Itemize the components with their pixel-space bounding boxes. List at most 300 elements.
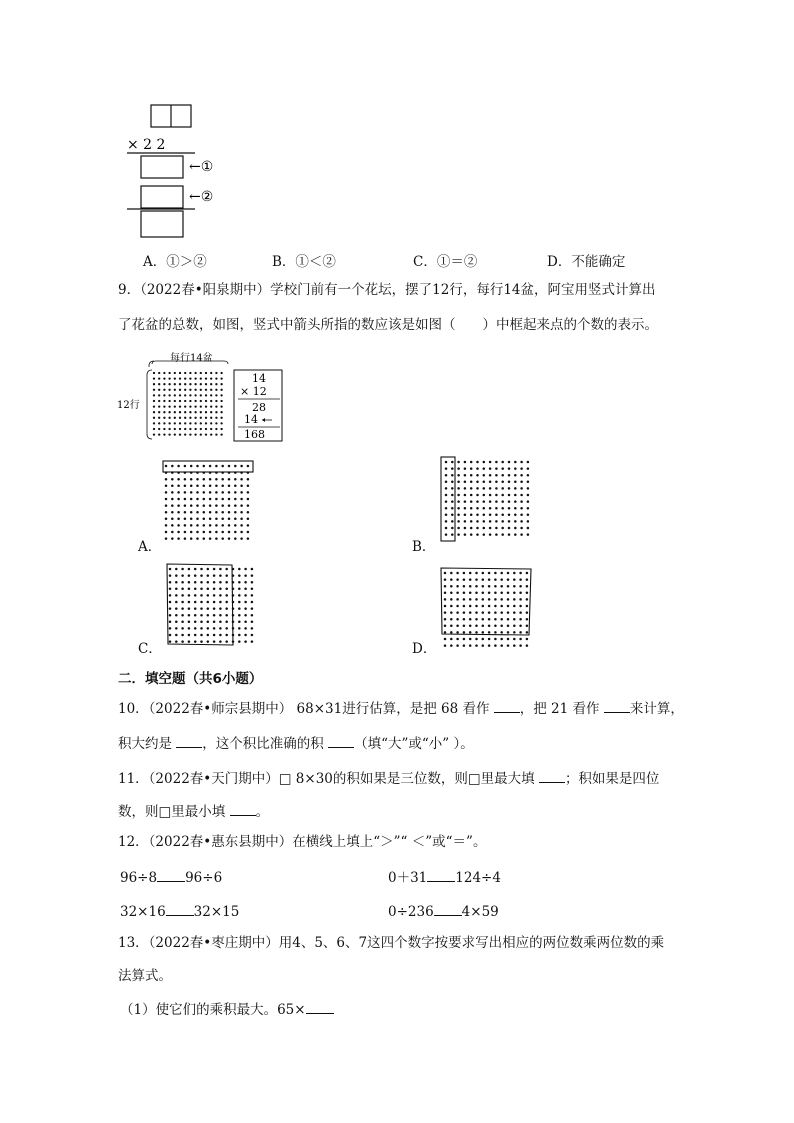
dot <box>450 572 453 575</box>
dot <box>445 461 448 464</box>
dot <box>194 417 196 419</box>
dot <box>470 527 473 530</box>
dot <box>234 465 237 468</box>
dot <box>225 607 228 610</box>
dot <box>215 400 217 402</box>
dot <box>526 578 529 581</box>
dot <box>476 514 479 517</box>
dot <box>210 411 212 413</box>
dot <box>464 461 467 464</box>
dot <box>456 578 459 581</box>
dot <box>153 400 155 402</box>
dot <box>513 572 516 575</box>
dot <box>514 520 517 523</box>
dot <box>221 537 224 540</box>
dot <box>489 481 492 484</box>
dot <box>215 383 217 385</box>
dot <box>190 504 193 507</box>
dot <box>196 465 199 468</box>
dot <box>184 478 187 481</box>
dot <box>194 405 196 407</box>
dot <box>457 474 460 477</box>
dot <box>207 621 210 624</box>
dot <box>203 465 206 468</box>
dot <box>179 383 181 385</box>
dot <box>169 640 172 643</box>
q8-option-b[interactable]: B．①＜② <box>272 254 336 270</box>
dot <box>215 511 218 514</box>
dot <box>475 618 478 621</box>
dot <box>205 377 207 379</box>
dot <box>200 640 203 643</box>
dot <box>238 627 241 630</box>
dot <box>463 631 466 634</box>
dot <box>476 481 479 484</box>
dot <box>495 487 498 490</box>
dot <box>184 511 187 514</box>
dot <box>194 601 197 604</box>
dot <box>527 487 530 490</box>
q9-calc-line5: 168 <box>244 428 265 441</box>
dot <box>225 634 228 637</box>
dot <box>171 498 174 501</box>
dot <box>470 467 473 470</box>
dot <box>181 614 184 617</box>
q9-option-b-grid[interactable] <box>437 455 537 545</box>
dot <box>196 537 199 540</box>
dot <box>451 481 454 484</box>
dot <box>220 405 222 407</box>
dot <box>215 465 218 468</box>
dot <box>495 461 498 464</box>
q8-vertical-figure <box>115 100 255 242</box>
q12-blank-4[interactable] <box>434 903 462 916</box>
dot <box>169 594 172 597</box>
q9-figure <box>116 350 288 444</box>
dot <box>174 405 176 407</box>
dot <box>240 524 243 527</box>
dot <box>451 533 454 536</box>
dot <box>225 594 228 597</box>
q9-option-c-grid[interactable] <box>163 562 259 650</box>
dot <box>247 518 250 521</box>
dot <box>169 581 172 584</box>
dot <box>213 607 216 610</box>
q9-calc-line4: 14 <box>244 413 258 426</box>
dot <box>228 504 231 507</box>
dot <box>500 644 503 647</box>
dot <box>194 411 196 413</box>
dot <box>168 422 170 424</box>
q11-line1: 11．（2022春•天门期中）□ 8×30的积如果是三位数，则□里最大填 ；积如果是四位 <box>118 771 660 787</box>
dot <box>251 568 254 571</box>
dot <box>500 585 503 588</box>
dot <box>177 511 180 514</box>
dot <box>501 467 504 470</box>
dot <box>194 433 196 435</box>
dot <box>213 634 216 637</box>
dot <box>179 411 181 413</box>
dot <box>215 417 217 419</box>
dot <box>483 487 486 490</box>
dot <box>165 518 168 521</box>
dot <box>181 594 184 597</box>
q9-calc-line3: 28 <box>252 401 266 414</box>
dot <box>225 581 228 584</box>
dot <box>495 474 498 477</box>
q10-blank-3[interactable] <box>176 735 202 748</box>
dot <box>476 487 479 490</box>
dot <box>221 511 224 514</box>
dot <box>482 578 485 581</box>
dot <box>457 467 460 470</box>
dot <box>513 631 516 634</box>
dot <box>507 611 510 614</box>
dot <box>213 594 216 597</box>
q9-top-label: 每行14盆 <box>170 353 213 364</box>
q9-option-d-label[interactable]: D． <box>412 641 437 657</box>
q11-blank-1[interactable] <box>539 770 565 783</box>
dot <box>495 494 498 497</box>
dot <box>203 498 206 501</box>
dot <box>508 533 511 536</box>
dot <box>220 394 222 396</box>
dot <box>463 625 466 628</box>
q9-option-d-grid[interactable] <box>437 565 537 653</box>
dot <box>445 487 448 490</box>
dot <box>475 611 478 614</box>
dot <box>181 588 184 591</box>
dot <box>188 574 191 577</box>
dot <box>488 618 491 621</box>
dot <box>175 594 178 597</box>
q9-option-a-grid[interactable] <box>160 460 256 546</box>
dot <box>494 638 497 641</box>
dot <box>228 511 231 514</box>
dot <box>221 531 224 534</box>
dot <box>469 631 472 634</box>
dot <box>469 585 472 588</box>
dot <box>196 518 199 521</box>
dot <box>205 428 207 430</box>
dot <box>464 520 467 523</box>
dot <box>177 504 180 507</box>
dot <box>482 644 485 647</box>
dot <box>519 618 522 621</box>
dot <box>225 601 228 604</box>
dot <box>463 578 466 581</box>
dot <box>501 461 504 464</box>
dot <box>519 598 522 601</box>
dot <box>181 634 184 637</box>
dot <box>165 504 168 507</box>
dot <box>215 394 217 396</box>
dot <box>513 578 516 581</box>
dot <box>464 527 467 530</box>
dot <box>514 481 517 484</box>
dot <box>463 638 466 641</box>
dot <box>196 531 199 534</box>
q12-blank-2[interactable] <box>427 869 455 882</box>
dot <box>175 607 178 610</box>
dot <box>247 531 250 534</box>
dot <box>169 568 172 571</box>
dot <box>444 585 447 588</box>
dot <box>163 372 165 374</box>
q8-option-a[interactable]: A．①＞② <box>143 254 207 270</box>
dot <box>470 533 473 536</box>
dot <box>215 428 217 430</box>
dot <box>209 511 212 514</box>
dot <box>179 394 181 396</box>
dot <box>495 527 498 530</box>
q11-blank-2[interactable] <box>230 803 256 816</box>
dot <box>228 491 231 494</box>
dot <box>200 389 202 391</box>
dot <box>507 631 510 634</box>
dot <box>514 500 517 503</box>
dot <box>507 578 510 581</box>
dot <box>238 594 241 597</box>
dot <box>451 514 454 517</box>
dot <box>190 485 193 488</box>
dot <box>189 389 191 391</box>
dot <box>189 417 191 419</box>
q9-option-a-label[interactable]: A． <box>138 539 162 555</box>
dot <box>163 383 165 385</box>
dot <box>184 411 186 413</box>
q12-title: 12．（2022春•惠东县期中）在横线上填上“＞”“ ＜”或“＝”。 <box>118 834 487 850</box>
dot <box>188 614 191 617</box>
dot <box>520 527 523 530</box>
dot <box>165 465 168 468</box>
dot <box>228 524 231 527</box>
dot <box>483 507 486 510</box>
dot <box>482 585 485 588</box>
dot <box>163 417 165 419</box>
dot <box>188 621 191 624</box>
dot <box>190 531 193 534</box>
dot <box>181 627 184 630</box>
dot <box>169 588 172 591</box>
dot <box>251 640 254 643</box>
q12-blank-1[interactable] <box>157 869 185 882</box>
dot <box>251 621 254 624</box>
q8-option-d[interactable]: D．不能确定 <box>547 254 626 270</box>
dot <box>445 474 448 477</box>
dot <box>444 598 447 601</box>
dot <box>240 465 243 468</box>
dot <box>163 428 165 430</box>
dot <box>196 485 199 488</box>
dot <box>209 478 212 481</box>
dot <box>153 394 155 396</box>
dot <box>470 481 473 484</box>
dot <box>469 572 472 575</box>
dot <box>169 621 172 624</box>
dot <box>168 400 170 402</box>
dot <box>174 411 176 413</box>
q12-blank-3[interactable] <box>166 903 194 916</box>
dot <box>205 372 207 374</box>
dot <box>221 524 224 527</box>
dot <box>169 614 172 617</box>
q8-option-c[interactable]: C．①＝② <box>413 254 478 270</box>
dot <box>174 372 176 374</box>
dot <box>489 507 492 510</box>
dot <box>188 640 191 643</box>
dot <box>519 631 522 634</box>
dot <box>153 417 155 419</box>
dot <box>200 405 202 407</box>
dot <box>213 601 216 604</box>
dot <box>189 383 191 385</box>
dot <box>188 568 191 571</box>
q13-blank-1[interactable] <box>306 1001 334 1014</box>
dot <box>475 585 478 588</box>
dot <box>251 581 254 584</box>
dot <box>184 504 187 507</box>
dot <box>179 422 181 424</box>
dot <box>470 474 473 477</box>
dot <box>174 377 176 379</box>
dot <box>488 638 491 641</box>
dot <box>244 588 247 591</box>
dot <box>200 574 203 577</box>
dot <box>527 527 530 530</box>
dot <box>174 400 176 402</box>
dot <box>220 400 222 402</box>
dot <box>175 634 178 637</box>
dot <box>177 478 180 481</box>
dot <box>171 531 174 534</box>
dot <box>244 594 247 597</box>
dot <box>158 433 160 435</box>
dot <box>513 618 516 621</box>
dot <box>168 389 170 391</box>
dot <box>190 511 193 514</box>
dot <box>508 494 511 497</box>
dot <box>213 574 216 577</box>
dot <box>501 487 504 490</box>
dot <box>469 578 472 581</box>
dot <box>184 400 186 402</box>
dot <box>450 578 453 581</box>
dot <box>165 491 168 494</box>
q9-line2: 了花盆的总数，如图，竖式中箭头所指的数应该是如图（ ）中框起来点的个数的表示。 <box>118 317 658 333</box>
dot <box>251 627 254 630</box>
dot <box>247 491 250 494</box>
dot <box>221 498 224 501</box>
dot <box>444 572 447 575</box>
dot <box>196 524 199 527</box>
q10-blank-4[interactable] <box>328 735 354 748</box>
dot <box>483 474 486 477</box>
dot <box>228 531 231 534</box>
dot <box>456 572 459 575</box>
dot <box>475 592 478 595</box>
dot <box>500 598 503 601</box>
dot <box>194 594 197 597</box>
dot <box>213 640 216 643</box>
dot <box>210 405 212 407</box>
dot <box>469 592 472 595</box>
dot <box>171 491 174 494</box>
dot <box>494 585 497 588</box>
dot <box>238 634 241 637</box>
dot <box>171 465 174 468</box>
dot <box>444 644 447 647</box>
dot <box>177 498 180 501</box>
dot <box>225 614 228 617</box>
dot <box>500 611 503 614</box>
dot <box>520 520 523 523</box>
dot <box>225 588 228 591</box>
dot <box>181 568 184 571</box>
dot <box>456 611 459 614</box>
dot <box>488 578 491 581</box>
dot <box>445 514 448 517</box>
dot <box>444 618 447 621</box>
dot <box>158 405 160 407</box>
dot <box>163 400 165 402</box>
dot <box>495 467 498 470</box>
dot <box>221 478 224 481</box>
dot <box>179 400 181 402</box>
dot <box>207 601 210 604</box>
dot <box>513 611 516 614</box>
dot <box>244 614 247 617</box>
dot <box>476 527 479 530</box>
dot <box>225 627 228 630</box>
dot <box>513 605 516 608</box>
dot <box>238 581 241 584</box>
dot <box>215 485 218 488</box>
dot <box>209 537 212 540</box>
dot <box>482 598 485 601</box>
dot <box>153 389 155 391</box>
dot <box>219 574 222 577</box>
dot <box>194 634 197 637</box>
dot <box>207 574 210 577</box>
dot <box>526 598 529 601</box>
dot <box>507 625 510 628</box>
dot <box>513 625 516 628</box>
dot <box>163 405 165 407</box>
dot <box>451 500 454 503</box>
dot <box>203 478 206 481</box>
dot <box>200 627 203 630</box>
dot <box>488 572 491 575</box>
dot <box>200 400 202 402</box>
q10-blank-1[interactable] <box>494 700 520 713</box>
dot <box>174 422 176 424</box>
dot <box>158 383 160 385</box>
dot <box>200 621 203 624</box>
dot <box>475 578 478 581</box>
q10-blank-2[interactable] <box>604 700 630 713</box>
dot <box>177 537 180 540</box>
dot <box>203 485 206 488</box>
dot <box>476 494 479 497</box>
q9-option-c-label[interactable]: C． <box>138 641 162 657</box>
dot <box>228 498 231 501</box>
q9-option-b-label[interactable]: B． <box>412 539 436 555</box>
dot <box>228 485 231 488</box>
dot <box>489 467 492 470</box>
dot <box>507 592 510 595</box>
dot <box>519 572 522 575</box>
